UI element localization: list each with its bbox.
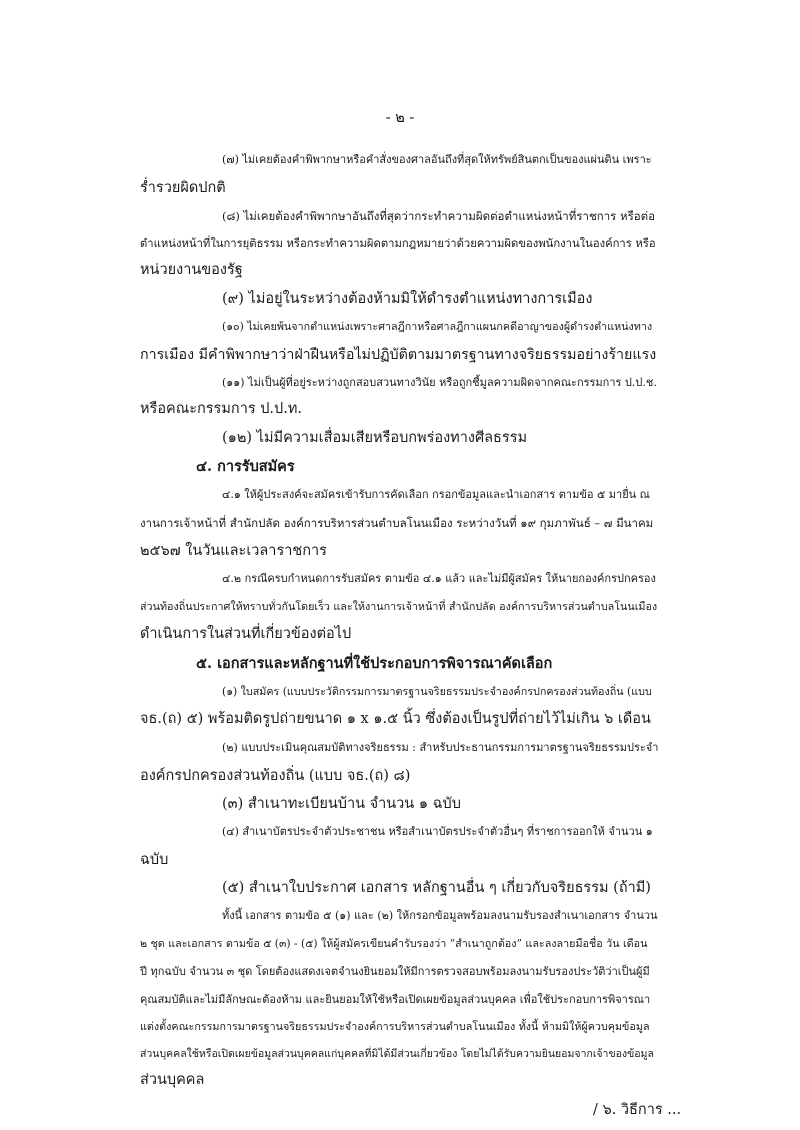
- continuation-footer: / ๖. วิธีการ ...: [593, 1102, 682, 1118]
- doc-1-line-1: (๑) ใบสมัคร (แบบประวัติกรรมการมาตรฐานจริยธรรมประจำองค์กรปกครองส่วนท้องถิ่น (แบบ: [222, 685, 652, 698]
- note-line-5: แต่งตั้งคณะกรรมการมาตรฐานจริยธรรมประจำองค์การบริหารส่วนตำบลโนนเมือง ทั้งนี้ ห้ามมิให้ผู้ควบคุมข้อมูล: [140, 1020, 650, 1033]
- item-10-line-2: การเมือง มีคำพิพากษาว่าฝ่าฝืนหรือไม่ปฏิบัติตามมาตรฐานทางจริยธรรมอย่างร้ายแรง: [140, 347, 657, 363]
- note-line-3: ปี ทุกฉบับ จำนวน ๓ ชุด โดยต้องแสดงเจตจำนงยินยอมให้มีการตรวจสอบพร้อมลงนามรับรองประวัติว่าเป็นผู้มี: [140, 965, 650, 978]
- note-line-6: ส่วนบุคคลใช้หรือเปิดเผยข้อมูลส่วนบุคคลแก่บุคคลที่มิได้มีส่วนเกี่ยวข้อง โดยไม่ได้รับความยินยอมจากเจ้าของข้อมูล: [140, 1048, 654, 1060]
- doc-4-line-1: (๔) สำเนาบัตรประจำตัวประชาชน หรือสำเนาบัตรประจำตัวอื่นๆ ที่ราชการออกให้ จำนวน ๑: [222, 825, 653, 838]
- item-7-line-2: ร่ำรวยผิดปกติ: [140, 180, 226, 196]
- section-4-heading: ๔. การรับสมัคร: [196, 458, 295, 475]
- item-8-line-2: ตำแหน่งหน้าที่ในการยุติธรรม หรือกระทำความผิดตามกฎหมายว่าด้วยความผิดของพนักงานในองค์การ หรือ: [140, 237, 656, 250]
- clause-4-1-line-1: ๔.๑ ให้ผู้ประสงค์จะสมัครเข้ารับการคัดเลือก กรอกข้อมูลและนำเอกสาร ตามข้อ ๕ มายื่น ณ: [222, 488, 650, 501]
- clause-4-1-line-2: งานการเจ้าหน้าที่ สำนักปลัด องค์การบริหารส่วนตำบลโนนเมือง ระหว่างวันที่ ๑๙ กุมภาพันธ์ – ๗ มีนาคม: [140, 516, 654, 530]
- clause-4-2-line-1: ๔.๒ กรณีครบกำหนดการรับสมัคร ตามข้อ ๔.๑ แล้ว และไม่มีผู้สมัคร ให้นายกองค์กรปกครอง: [222, 572, 656, 585]
- note-line-1: ทั้งนี้ เอกสาร ตามข้อ ๕ (๑) และ (๒) ให้กรอกข้อมูลพร้อมลงนามรับรองสำเนาเอกสาร จำนวน: [222, 909, 658, 922]
- note-line-4: คุณสมบัติและไม่มีลักษณะต้องห้าม และยินยอมให้ใช้หรือเปิดเผยข้อมูลส่วนบุคคล เพื่อใช้ประกอบการพิจารณา: [140, 993, 651, 1006]
- item-8-line-3: หน่วยงานของรัฐ: [140, 262, 243, 278]
- doc-5: (๕) สำเนาใบประกาศ เอกสาร หลักฐานอื่น ๆ เกี่ยวกับจริยธรรม (ถ้ามี): [222, 880, 651, 896]
- item-11-line-1: (๑๑) ไม่เป็นผู้ที่อยู่ระหว่างถูกสอบสวนทางวินัย หรือถูกชี้มูลความผิดจากคณะกรรมการ ป.ป.ช.: [222, 376, 657, 389]
- doc-1-line-2: จธ.(ถ) ๕) พร้อมติดรูปถ่ายขนาด ๑ x ๑.๕ นิ้ว ซึ่งต้องเป็นรูปที่ถ่ายไว้ไม่เกิน ๖ เดือน: [140, 711, 651, 727]
- item-11-line-2: หรือคณะกรรมการ ป.ป.ท.: [140, 401, 303, 417]
- clause-4-2-line-3: ดำเนินการในส่วนที่เกี่ยวข้องต่อไป: [140, 626, 352, 642]
- doc-2-line-1: (๒) แบบประเมินคุณสมบัติทางจริยธรรม : สำหรับประธานกรรมการมาตรฐานจริยธรรมประจำ: [222, 741, 659, 754]
- item-7-line-1: (๗) ไม่เคยต้องคำพิพากษาหรือคำสั่งของศาลอันถึงที่สุดให้ทรัพย์สินตกเป็นของแผ่นดิน เพราะ: [222, 153, 652, 166]
- clause-4-2-line-2: ส่วนท้องถิ่นประกาศให้ทราบทั่วกันโดยเร็ว และให้งานการเจ้าหน้าที่ สำนักปลัด องค์การบริหารส่วนตำบลโนนเมือง: [140, 600, 658, 613]
- item-10-line-1: (๑๐) ไม่เคยพ้นจากตำแหน่งเพราะศาลฎีกาหรือศาลฎีกาแผนกคดีอาญาของผู้ดำรงตำแหน่งทาง: [222, 320, 653, 333]
- item-12: (๑๒) ไม่มีความเสื่อมเสียหรือบกพร่องทางศีลธรรม: [222, 430, 528, 446]
- note-line-2: ๒ ชุด และเอกสาร ตามข้อ ๕ (๓) - (๕) ให้ผู้สมัครเขียนคำรับรองว่า “สำเนาถูกต้อง” และลงลายมือชื่อ วัน เดือน: [140, 937, 648, 950]
- doc-2-line-2: องค์กรปกครองส่วนท้องถิ่น (แบบ จธ.(ถ) ๘): [140, 768, 411, 784]
- doc-3: (๓) สำเนาทะเบียนบ้าน จำนวน ๑ ฉบับ: [222, 796, 461, 812]
- section-5-heading: ๕. เอกสารและหลักฐานที่ใช้ประกอบการพิจารณาคัดเลือก: [196, 655, 553, 672]
- item-9: (๙) ไม่อยู่ในระหว่างต้องห้ามมิให้ดำรงตำแหน่งทางการเมือง: [222, 291, 593, 307]
- note-line-7: ส่วนบุคคล: [140, 1072, 205, 1088]
- page-number: - ๒ -: [385, 110, 415, 126]
- item-8-line-1: (๘) ไม่เคยต้องคำพิพากษาอันถึงที่สุดว่ากระทำความผิดต่อตำแหน่งหน้าที่ราชการ หรือต่อ: [222, 209, 656, 223]
- doc-4-line-2: ฉบับ: [140, 852, 169, 868]
- clause-4-1-line-3: ๒๕๖๗ ในวันและเวลาราชการ: [140, 543, 327, 559]
